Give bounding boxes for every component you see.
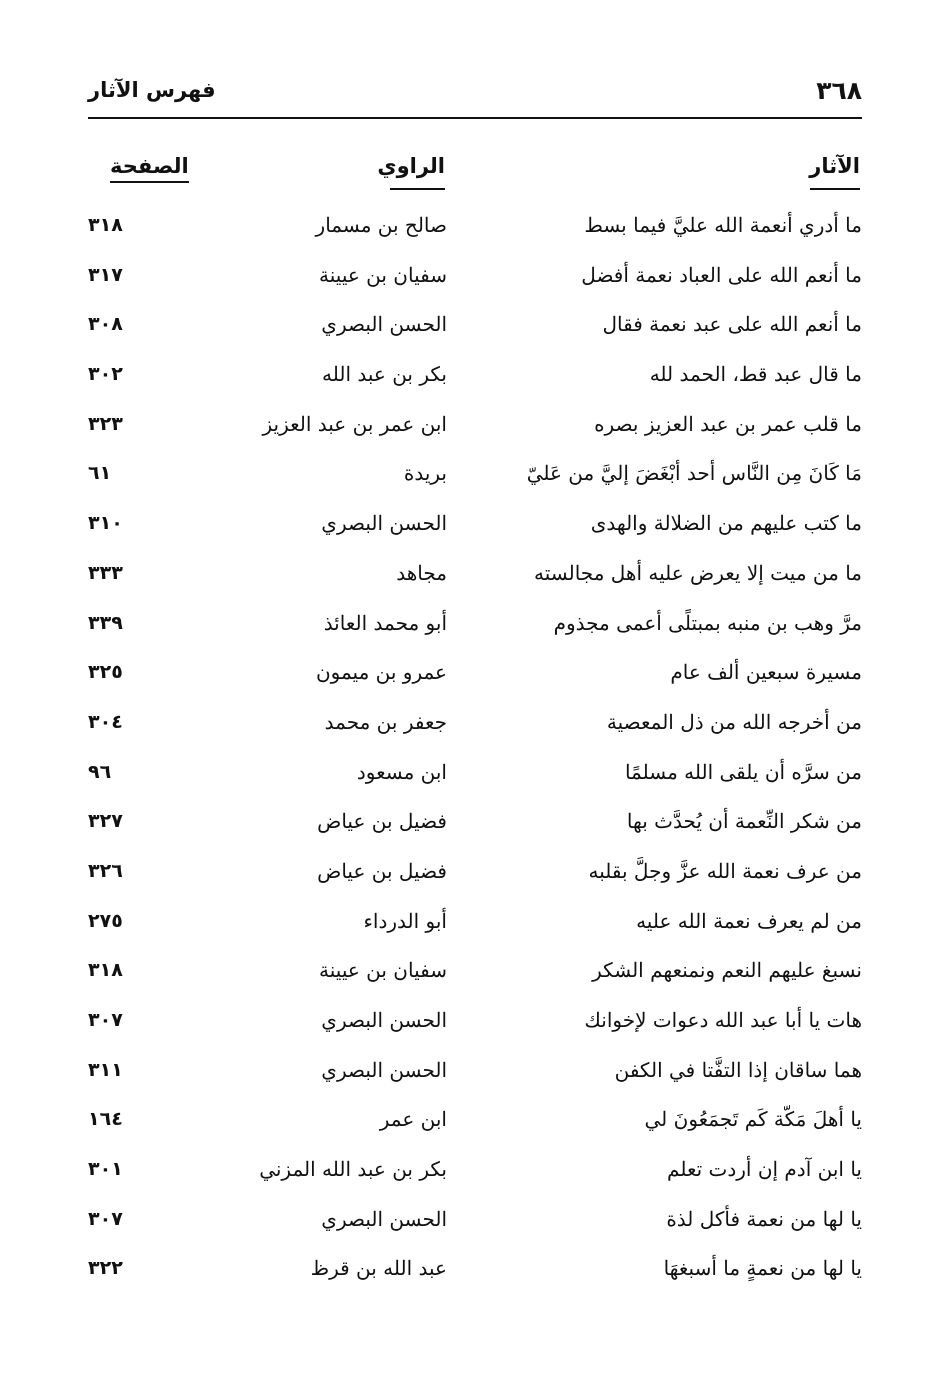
athar-text: من لم يعرف نعمة الله عليه xyxy=(636,908,862,933)
page-reference: ٩٦ xyxy=(88,760,112,783)
narrator-name: بكر بن عبد الله المزني xyxy=(259,1157,447,1182)
narrator-name: مجاهد xyxy=(396,560,447,585)
table-row xyxy=(0,950,950,1000)
table-row xyxy=(0,1199,950,1249)
page-reference: ١٦٤ xyxy=(88,1108,123,1131)
page-reference: ٣٠٨ xyxy=(88,313,123,336)
table-row xyxy=(0,901,950,951)
athar-text: من سرَّه أن يلقى الله مسلمًا xyxy=(624,759,862,784)
running-header xyxy=(88,70,862,110)
column-header-rawi-underline xyxy=(390,188,445,190)
athar-text: من عرف نعمة الله عزَّ وجلَّ بقلبه xyxy=(588,858,862,883)
table-row xyxy=(0,1000,950,1050)
table-row xyxy=(0,702,950,752)
athar-text: مَا كَانَ مِن النَّاس أحد أبْغَضَ إليَّ من عَليّ xyxy=(526,461,862,486)
table-row xyxy=(0,304,950,354)
table-row xyxy=(0,752,950,802)
athar-text: ما قال عبد قط، الحمد لله xyxy=(649,362,862,387)
page-reference: ٣٣٣ xyxy=(88,561,123,584)
table-row xyxy=(0,603,950,653)
table-row xyxy=(0,553,950,603)
narrator-name: ابن مسعود xyxy=(356,759,447,784)
page-number: ٣٦٨ xyxy=(816,75,862,105)
header-rule xyxy=(88,117,862,119)
table-row xyxy=(0,1099,950,1149)
narrator-name: الحسن البصري xyxy=(321,312,447,337)
table-row xyxy=(0,1149,950,1199)
page-reference: ٣٢٣ xyxy=(88,412,123,435)
column-headers xyxy=(0,148,950,188)
table-row xyxy=(0,1050,950,1100)
narrator-name: جعفر بن محمد xyxy=(324,709,447,734)
page-reference: ٦١ xyxy=(88,462,112,485)
page-reference: ٣٠١ xyxy=(88,1158,123,1181)
page-reference: ٣٠٧ xyxy=(88,1207,123,1230)
narrator-name: صالح بن مسمار xyxy=(315,213,447,237)
page-reference: ٣٠٤ xyxy=(88,710,123,733)
page-reference: ٣٠٧ xyxy=(88,1009,123,1031)
page-reference: ٣٢٥ xyxy=(88,661,123,684)
narrator-name: بريدة xyxy=(403,461,447,486)
column-header-athar-underline xyxy=(810,188,860,190)
table-row xyxy=(0,255,950,305)
athar-text: من شكر النِّعمة أن يُحدَّث بها xyxy=(626,809,862,834)
narrator-name: سفيان بن عيينة xyxy=(319,262,447,287)
table-row xyxy=(0,851,950,901)
narrator-name: الحسن البصري xyxy=(321,1008,447,1032)
index-table xyxy=(0,205,950,1298)
table-row xyxy=(0,404,950,454)
athar-text: يا لها من نعمةٍ ما أسبغهَا xyxy=(663,1256,862,1281)
narrator-name: عمرو بن ميمون xyxy=(315,660,447,685)
athar-text: يا لها من نعمة فأكل لذة xyxy=(666,1206,862,1231)
athar-text: هات يا أبا عبد الله دعوات لإخوانك xyxy=(584,1008,862,1032)
page-reference: ٣٠٢ xyxy=(88,363,123,386)
athar-text: ما أدري أنعمة الله عليَّ فيما بسط xyxy=(584,213,862,237)
page-reference: ٣٢٢ xyxy=(88,1257,123,1280)
narrator-name: عبد الله بن قرظ xyxy=(310,1256,447,1281)
narrator-name: بكر بن عبد الله xyxy=(322,362,447,387)
athar-text: ما كتب عليهم من الضلالة والهدى xyxy=(590,511,862,536)
table-row xyxy=(0,801,950,851)
athar-text: مسيرة سبعين ألف عام xyxy=(670,660,862,685)
athar-text: هما ساقان إذا التفَّتا في الكفن xyxy=(614,1057,862,1082)
page-reference: ٢٧٥ xyxy=(88,909,123,932)
running-title: فهرس الآثار xyxy=(88,78,216,102)
athar-text: يا أهلَ مَكّة كَم تَجمَعُونَ لي xyxy=(644,1107,862,1132)
page-reference: ٣٢٦ xyxy=(88,859,123,882)
narrator-name: الحسن البصري xyxy=(321,1057,447,1082)
page-reference: ٣٢٧ xyxy=(88,810,123,833)
narrator-name: الحسن البصري xyxy=(321,1206,447,1231)
athar-text: مرَّ وهب بن منبه بمبتلًى أعمى مجذوم xyxy=(553,610,862,635)
table-row xyxy=(0,1248,950,1298)
page-reference: ٣١٧ xyxy=(88,263,123,286)
page-reference: ٣١٨ xyxy=(88,214,123,236)
table-row xyxy=(0,205,950,255)
athar-text: ما أنعم الله على عبد نعمة فقال xyxy=(602,312,862,337)
page-reference: ٣١٠ xyxy=(88,512,123,535)
page-reference: ٣١١ xyxy=(88,1058,123,1081)
narrator-name: سفيان بن عيينة xyxy=(319,958,447,983)
narrator-name: فضيل بن عياض xyxy=(317,858,447,883)
athar-text: يا ابن آدم إن أردت تعلم xyxy=(667,1157,862,1182)
narrator-name: أبو محمد العائذ xyxy=(323,610,447,635)
table-row xyxy=(0,652,950,702)
narrator-name: ابن عمر بن عبد العزيز xyxy=(262,411,447,436)
athar-text: ما أنعم الله على العباد نعمة أفضل xyxy=(581,262,862,287)
narrator-name: ابن عمر xyxy=(379,1107,447,1132)
page-reference: ٣٣٩ xyxy=(88,611,123,634)
narrator-name: فضيل بن عياض xyxy=(317,809,447,834)
table-row xyxy=(0,354,950,404)
table-row xyxy=(0,453,950,503)
narrator-name: أبو الدرداء xyxy=(363,908,447,933)
athar-text: نسبغ عليهم النعم ونمنعهم الشكر xyxy=(592,958,862,983)
page-reference: ٣١٨ xyxy=(88,959,123,982)
athar-text: ما من ميت إلا يعرض عليه أهل مجالسته xyxy=(534,560,862,585)
column-header-page: الصفحة xyxy=(110,154,189,183)
narrator-name: الحسن البصري xyxy=(321,511,447,536)
column-header-rawi: الراوي xyxy=(377,154,445,178)
column-header-athar: الآثار xyxy=(809,154,860,178)
table-row xyxy=(0,503,950,553)
athar-text: من أخرجه الله من ذل المعصية xyxy=(606,709,862,734)
athar-text: ما قلب عمر بن عبد العزيز بصره xyxy=(594,411,862,436)
